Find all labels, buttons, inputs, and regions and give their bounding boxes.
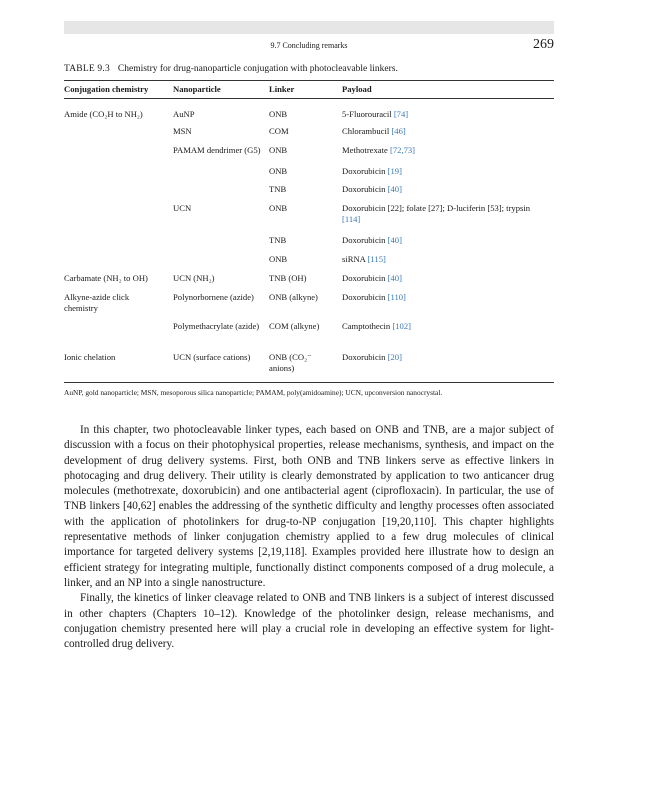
cell-payload (342, 352, 402, 363)
payload-text: Doxorubicin (342, 235, 386, 245)
col-header: Nanoparticle (173, 84, 221, 94)
cell-payload (342, 254, 386, 265)
citation-link[interactable]: [74] (393, 109, 409, 119)
citation-link[interactable]: [40] (387, 184, 402, 194)
table-bottom-rule (64, 382, 554, 383)
cell-chemistry: Alkyne-azide click chemistry (64, 292, 130, 313)
cell-payload (342, 184, 402, 195)
table-label: TABLE 9.3 (64, 64, 110, 74)
cell-payload (342, 145, 415, 156)
citation-link[interactable]: [110] (387, 292, 406, 302)
cell-nanoparticle: PAMAM dendrimer (G5) (173, 145, 261, 155)
payload-text: Methotrexate (342, 145, 388, 155)
payload-text: Doxorubicin (342, 352, 386, 362)
payload-text: Camptothecin (342, 321, 391, 331)
cell-linker: ONB (269, 166, 288, 176)
cell-chemistry: Amide (CO₂H to NH₂) (64, 109, 143, 119)
payload-text: siRNA (342, 254, 366, 264)
section-title: 9.7 Concluding remarks (270, 41, 348, 50)
cell-payload (342, 203, 547, 225)
payload-text: Doxorubicin (342, 184, 386, 194)
running-head (64, 38, 554, 54)
cell-linker: ONB (269, 109, 288, 119)
cell-payload (342, 235, 402, 246)
citation-link[interactable]: [115] (367, 254, 386, 264)
payload-text: Doxorubicin [22]; folate [27]; D-luciferin [53]; trypsin (342, 203, 531, 213)
citation-link[interactable]: [40] (387, 273, 402, 283)
cell-linker: COM (alkyne) (269, 321, 320, 331)
cell-nanoparticle: UCN (173, 203, 192, 213)
cell-linker: ONB (269, 203, 288, 213)
cell-linker: TNB (OH) (269, 273, 307, 283)
cell-linker: ONB (269, 145, 288, 155)
body-text (64, 423, 554, 652)
cell-nanoparticle: UCN (NH₂) (173, 273, 215, 283)
cell-nanoparticle: MSN (173, 126, 192, 136)
paragraph: Finally, the kinetics of linker cleavage related to ONB and TNB linkers is a subject of interest discussed in other chapters (Chapters 10–12). Knowledge of the photolinker design, release mechanisms, and conjugation chemistry presented here will play a crucial role in developing an effective system for light-controlled drug delivery. (64, 592, 554, 651)
col-header: Payload (342, 84, 372, 94)
table-header-rule (64, 98, 554, 99)
payload-text: Doxorubicin (342, 292, 386, 302)
table-footnote: AuNP, gold nanoparticle; MSN, mesoporous silica nanoparticle; PAMAM, poly(amidoamine); UCN, upconversion nanocrystal. (64, 388, 443, 397)
citation-link[interactable]: [20] (387, 352, 402, 362)
cell-linker: ONB (alkyne) (269, 292, 318, 302)
paragraph: In this chapter, two photocleavable linker types, each based on ONB and TNB, are a major subject of discussion with a focus on their photophysical properties, release mechanisms, synthesis, and impact on the development of drug delivery systems. First, both ONB and TNB linkers serve as effective linkers in photocaging and drug delivery. Their utility is clearly demonstrated by application to two anticancer drug molecules (methotrexate, doxorubicin) and one antibacterial agent (ciprofloxacin). In particular, the use of TNB linkers [40,62] enables the addressing of the synthetic difficulty and lengthy processes often associated with the application of photolinkers for drug-to-NP conjugation [19,20,110]. This chapter highlights representative methods of linker conjugation chemistry applied to a few drug molecules of clinical importance for targeted delivery systems [2,19,118]. Examples provided here illustrate how to design an efficient strategy for integrating multiple, functionally distinct components composed of a drug molecule, a linker, and an NP into a single nanostructure. (64, 424, 554, 589)
citation-link[interactable]: [40] (387, 235, 402, 245)
cell-nanoparticle: Polymethacrylate (azide) (173, 321, 260, 331)
cell-nanoparticle: AuNP (173, 109, 195, 119)
table-header-row (64, 82, 554, 98)
cell-linker: COM (269, 126, 289, 136)
cell-linker: TNB (269, 235, 287, 245)
page-number: 269 (533, 37, 554, 52)
table-top-rule (64, 80, 554, 81)
payload-text: Doxorubicin (342, 273, 386, 283)
cell-payload (342, 126, 406, 137)
cell-payload (342, 321, 411, 332)
cell-payload (342, 109, 408, 120)
citation-link[interactable]: [46] (391, 126, 406, 136)
payload-text: Chlorambucil (342, 126, 390, 136)
payload-text: 5-Fluorouracil (342, 109, 392, 119)
drug-conjugation-table (64, 82, 554, 373)
cell-nanoparticle: UCN (surface cations) (173, 352, 251, 362)
cell-payload (342, 166, 402, 177)
cell-linker: ONB (269, 254, 288, 264)
citation-link[interactable]: [114] (342, 214, 361, 224)
col-header: Linker (269, 84, 295, 94)
citation-link[interactable]: [72,73] (389, 145, 416, 155)
table-caption (64, 64, 398, 74)
table-title: Chemistry for drug-nanoparticle conjugation with photocleavable linkers. (117, 64, 398, 74)
cell-linker: TNB (269, 184, 287, 194)
cell-nanoparticle: Polynorbornene (azide) (173, 292, 254, 302)
cell-payload (342, 292, 406, 303)
cell-chemistry: Ionic chelation (64, 352, 116, 362)
cell-payload (342, 273, 402, 284)
citation-link[interactable]: [19] (387, 166, 402, 176)
citation-link[interactable]: [102] (392, 321, 411, 331)
cell-chemistry: Carbamate (NH₂ to OH) (64, 273, 148, 283)
header-bar (64, 21, 554, 34)
payload-text: Doxorubicin (342, 166, 386, 176)
col-header: Conjugation chemistry (64, 84, 149, 94)
cell-linker: ONB (CO₂⁻ anions) (269, 352, 312, 373)
